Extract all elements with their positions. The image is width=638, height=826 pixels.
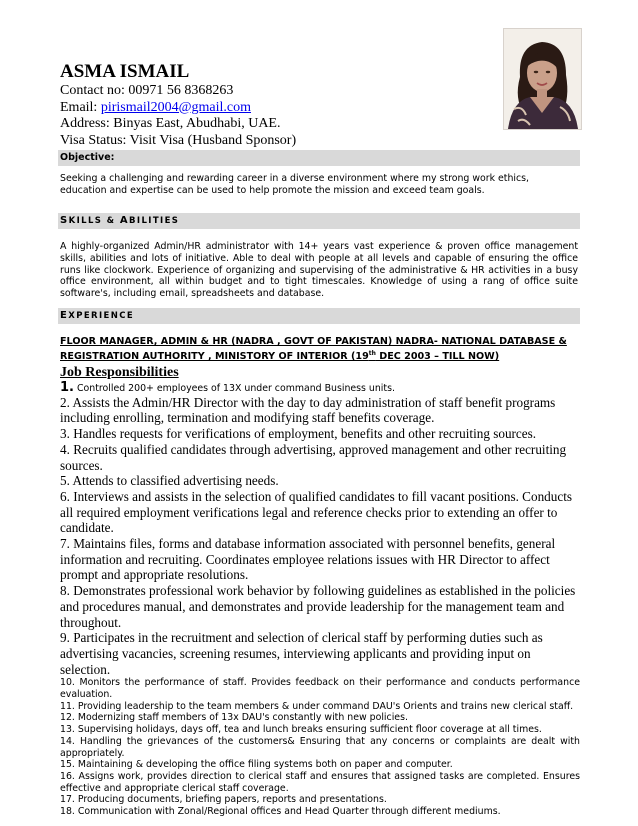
objective-text: Seeking a challenging and rewarding career in a diverse environment where my strong work ethics, education and expertise can be used to help promote the mission and exceed team goals. <box>60 173 530 196</box>
list-item: 6. Interviews and assists in the selection of qualified candidates to fill vacant positions. Conducts all required employment verifications legal and reference checks prior to extending an offer to candidate. <box>60 488 573 536</box>
skills-heading: SKILLS & ABILITIES <box>58 213 580 229</box>
visa-status: Visa Status: Visit Visa (Husband Sponsor) <box>60 132 297 148</box>
email-link[interactable]: pirismail2004@gmail.com <box>100 99 251 115</box>
list-item: 5. Attends to classified advertising needs. <box>60 473 279 489</box>
responsibilities-list <box>60 382 580 818</box>
contact-number: Contact no: 00971 56 8368263 <box>60 83 234 98</box>
contact-header <box>60 61 480 149</box>
list-item: 8. Demonstrates professional work behavior by following guidelines as established in the policies and procedures manual, and demonstrates and provide leadership for the management team and throughout. <box>60 583 576 630</box>
list-item: 13. Supervising holidays, days off, tea and lunch breaks ensuring sufficient floor coverage at all times. <box>60 724 542 736</box>
list-item: 12. Modernizing staff members of 13x DAU's constantly with new policies. <box>60 712 408 724</box>
job-title: FLOOR MANAGER, ADMIN & HR (NADRA , GOVT OF PAKISTAN) NADRA- NATIONAL DATABASE & REGISTRATION AUTHORITY , MINISTORY OF INTERIOR (19th DEC 2003 – TILL NOW) <box>60 336 567 363</box>
list-item: 7. Maintains files, forms and database information associated with personnel benefits, general information and recruiting. Coordinates employee relations issues with HR Director to affect prompt and appropriate resolutions. <box>60 536 556 583</box>
job-responsibilities-heading: Job Responsibilities <box>60 365 179 380</box>
list-item: 10. Monitors the performance of staff. Provides feedback on their performance and conducts performance evaluation. <box>60 677 580 701</box>
list-item: 15. Maintaining & developing the office filing systems both on paper and computer. <box>60 759 453 771</box>
list-item: 16. Assigns work, provides direction to clerical staff and ensures that assigned tasks are completed. Ensures effective and appropriate clerical staff coverage. <box>60 770 580 794</box>
objective-heading: Objective: <box>58 150 580 166</box>
experience-heading: EXPERIENCE <box>58 308 580 324</box>
list-item: 4. Recruits qualified candidates through advertising, approved management and other recruiting sources. <box>60 441 567 473</box>
list-item: 14. Handling the grievances of the customers& Ensuring that any concerns or complaints are dealt with appropriately. <box>60 735 580 759</box>
profile-photo <box>503 28 582 130</box>
list-item: 17. Producing documents, briefing papers, reports and presentations. <box>60 794 387 806</box>
email-label: Email: <box>60 99 101 115</box>
portrait-image <box>504 29 581 129</box>
skills-text: A highly-organized Admin/HR administrator with 14+ years vast experience & proven office management skills, abilities and lots of initiative. Able to deal with people at all levels and capable of ensuring the office runs like clockwork. Experience of organizing and supervising of the administrative & HR activities in a busy office environment, all within budget and to tight timescales. Knowledge of using a rang of office suite software's, including email, spreadsheets and database. <box>60 241 578 300</box>
address-line: Address: Binyas East, Abudhabi, UAE. <box>60 116 281 131</box>
list-item: 11. Providing leadership to the team members & under command DAU's Orients and trains new clerical staff. <box>60 700 574 712</box>
email-line <box>60 100 480 117</box>
list-item: 1. Controlled 200+ employees of 13X under command Business units. <box>60 380 395 395</box>
candidate-name: ASMA ISMAIL <box>60 61 190 82</box>
list-item: 3. Handles requests for verifications of employment, benefits and other recruiting sources. <box>60 426 537 442</box>
list-item: 18. Communication with Zonal/Regional offices and Head Quarter through different mediums. <box>60 806 501 818</box>
list-item: 2. Assists the Admin/HR Director with the day to day administration of staff benefit programs including enrolling, termination and modifying staff benefits coverage. <box>60 394 556 426</box>
list-item: 9. Participates in the recruitment and selection of clerical staff by performing duties such as advertising vacancies, screening resumes, interviewing applicants and providing input on selection. <box>60 630 543 677</box>
